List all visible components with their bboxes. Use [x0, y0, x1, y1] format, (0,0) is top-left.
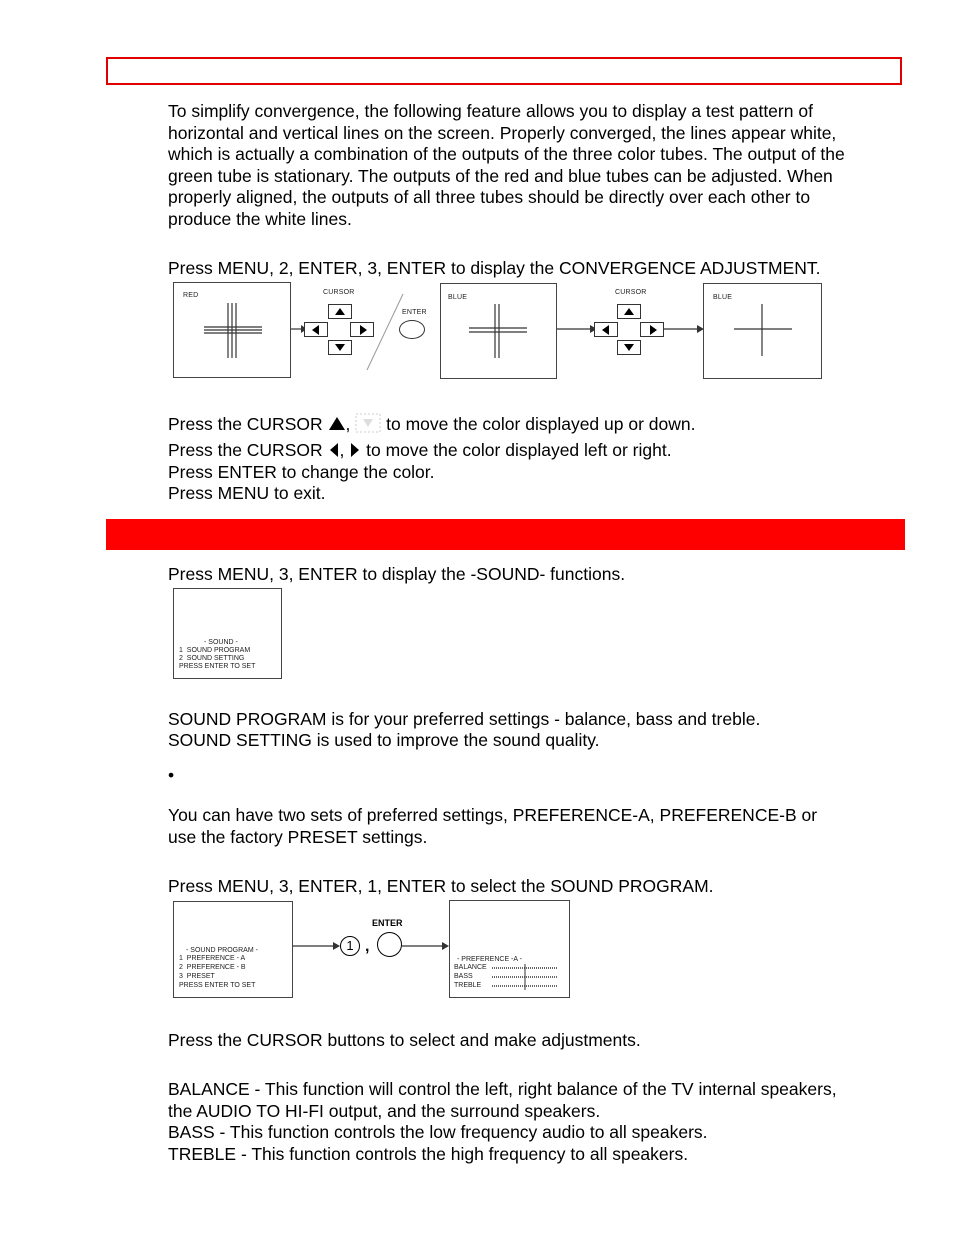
- arrow-right-icon: [293, 939, 341, 953]
- triangle-down-icon: [355, 413, 381, 433]
- blue-screen-converged: [703, 283, 822, 379]
- arrow-right-icon: [664, 322, 704, 336]
- sound-setting-desc: SOUND SETTING is used to improve the sound quality.: [168, 730, 600, 750]
- enter-label: ENTER: [402, 309, 427, 316]
- triangle-left-icon: [328, 442, 340, 458]
- sound-menu-title: - SOUND -: [204, 639, 238, 646]
- arrow-right-icon: [402, 939, 450, 953]
- balance-row-label: BALANCE: [454, 964, 487, 971]
- cursor-label-1: CURSOR: [323, 289, 355, 296]
- cursor-left-key: [594, 322, 618, 337]
- arrow-right-icon: [557, 322, 597, 336]
- cursor-updown-suffix: to move the color displayed up or down.: [386, 414, 696, 434]
- function-line-2: the AUDIO TO HI-FI output, and the surround speakers.: [168, 1100, 601, 1121]
- red-screen: [173, 282, 291, 378]
- preferences-line-1: You can have two sets of preferred settings, PREFERENCE-A, PREFERENCE-B or: [168, 805, 818, 825]
- intro-line-4: green tube is stationary. The outputs of the red and blue tubes can be adjusted. When: [168, 165, 833, 186]
- red-crosshair-icon: [174, 283, 289, 376]
- treble-row-label: TREBLE: [454, 982, 482, 989]
- cursor-updown-line: Press the CURSOR , to move the color displayed up or down.: [168, 414, 696, 434]
- sound-menu-item-1: 1 SOUND PROGRAM: [179, 647, 251, 654]
- red-screen-label: RED: [183, 292, 199, 299]
- function-line-4: TREBLE - This function controls the high frequency to all speakers.: [168, 1143, 689, 1164]
- blue-screen-label: BLUE: [448, 294, 468, 301]
- convergence-instruction: Press MENU, 2, ENTER, 3, ENTER to display the CONVERGENCE ADJUSTMENT.: [168, 258, 821, 278]
- intro-line-5: properly aligned, the outputs of all three tubes should be directly over each other to: [168, 187, 811, 207]
- preference-a-title: - PREFERENCE -A -: [457, 956, 522, 963]
- cursor-left-key: [304, 322, 328, 337]
- cursor-down-key: [328, 340, 352, 355]
- sound-program-title: - SOUND PROGRAM -: [186, 947, 258, 954]
- sound-instruction: Press MENU, 3, ENTER to display the -SOUND- functions.: [168, 564, 626, 584]
- intro-line-2: horizontal and vertical lines on the screen. Properly converged, the lines appear white,: [168, 122, 837, 143]
- bullet: •: [168, 765, 175, 785]
- intro-line-6: produce the white lines.: [168, 208, 352, 229]
- cursor-leftright-line: Press the CURSOR , to move the color displayed left or right.: [168, 440, 672, 460]
- sound-menu-screen: [173, 588, 282, 679]
- sound-program-item-3: 3 PRESET: [179, 973, 215, 980]
- bass-row-label: BASS: [454, 973, 473, 980]
- function-line-1: BALANCE - This function will control the left, right balance of the TV internal speakers,: [168, 1079, 837, 1099]
- level-bars: [492, 964, 562, 994]
- section-header-sound: [106, 519, 905, 550]
- enter-label: ENTER: [372, 918, 403, 928]
- preferences-line-2: use the factory PRESET settings.: [168, 826, 428, 847]
- blue-crosshair-icon: [441, 284, 555, 377]
- cursor-up-key: [617, 304, 641, 319]
- preference-a-screen: [449, 900, 570, 998]
- sound-program-item-2: 2 PREFERENCE - B: [179, 964, 246, 971]
- sound-menu-item-2: 2 SOUND SETTING: [179, 655, 245, 662]
- cursor-leftright-prefix: Press the CURSOR: [168, 440, 323, 460]
- intro-line-3: which is actually a combination of the outputs of the three color tubes. The output of the: [168, 144, 845, 164]
- cursor-down-key: [617, 340, 641, 355]
- cursor-right-key: [640, 322, 664, 337]
- enter-key: [399, 320, 425, 339]
- number-one-key: 1: [340, 936, 360, 956]
- comma: ,: [365, 938, 370, 955]
- cursor-up-key: [328, 304, 352, 319]
- cursor-adjust-instruction: Press the CURSOR buttons to select and make adjustments.: [168, 1030, 641, 1050]
- sound-program-footer: PRESS ENTER TO SET: [179, 982, 256, 989]
- cursor-label-2: CURSOR: [615, 289, 647, 296]
- triangle-up-icon: [328, 416, 346, 432]
- cursor-updown-prefix: Press the CURSOR: [168, 414, 323, 434]
- press-enter-line: Press ENTER to change the color.: [168, 462, 435, 482]
- intro-line-1: To simplify convergence, the following feature allows you to display a test pattern of: [168, 101, 813, 121]
- function-line-3: BASS - This function controls the low frequency audio to all speakers.: [168, 1122, 708, 1142]
- sound-program-screen: [173, 901, 293, 998]
- blue-screen-adjusting: [440, 283, 557, 379]
- triangle-right-icon: [349, 442, 361, 458]
- sound-program-desc: SOUND PROGRAM is for your preferred settings - balance, bass and treble.: [168, 709, 761, 729]
- converged-crosshair-icon: [704, 284, 820, 377]
- sound-program-instruction: Press MENU, 3, ENTER, 1, ENTER to select the SOUND PROGRAM.: [168, 876, 714, 896]
- cursor-leftright-suffix: to move the color displayed left or right.: [366, 440, 672, 460]
- sound-program-item-1: 1 PREFERENCE - A: [179, 955, 246, 962]
- sound-menu-footer: PRESS ENTER TO SET: [179, 663, 256, 670]
- blue-converged-label: BLUE: [713, 294, 733, 301]
- section-header-convergence: [106, 57, 902, 85]
- press-menu-line: Press MENU to exit.: [168, 483, 326, 503]
- enter-key: [377, 932, 402, 957]
